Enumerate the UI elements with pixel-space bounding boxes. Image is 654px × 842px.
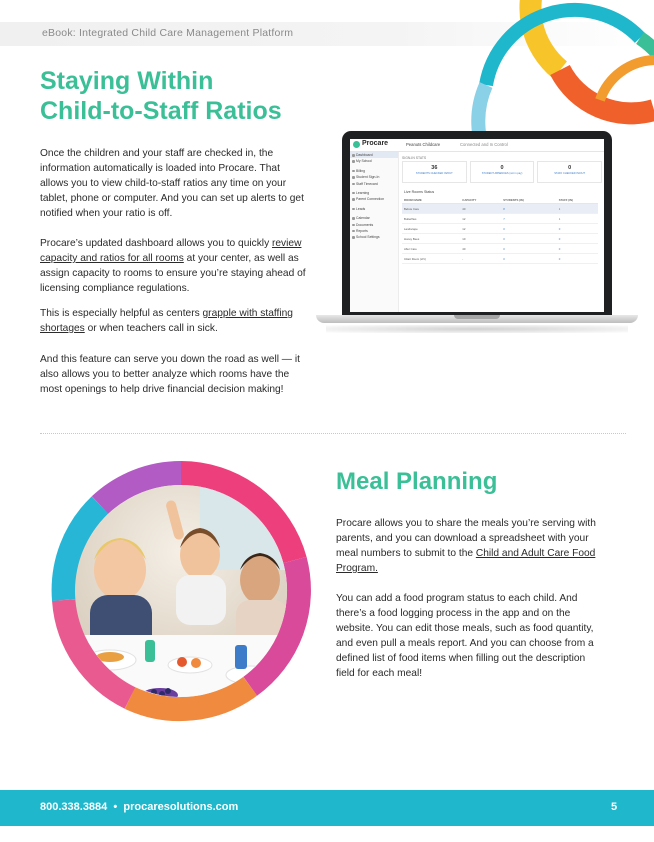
review-capacity-link[interactable]: review capacity and ratios for all rooms <box>40 238 302 264</box>
app-topbar <box>350 139 604 152</box>
sign-in-stats-label: SIGN-IN STATS <box>402 156 427 160</box>
column-header[interactable]: STAFF (IN) <box>557 196 598 204</box>
sidebar-item-learning[interactable]: Learning <box>350 190 398 196</box>
sidebar-item-my-school[interactable]: My School <box>350 158 398 164</box>
room-name: Landscape <box>402 224 460 234</box>
stat-value: 0 <box>500 165 504 171</box>
room-students: 8 <box>501 204 556 214</box>
title-line-2: Child-to-Staff Ratios <box>40 97 282 125</box>
app-sidebar <box>350 152 399 312</box>
page-number: 5 <box>611 801 618 813</box>
sidebar-item-documents[interactable]: Documents <box>350 222 398 228</box>
app-logo-text: Procare <box>362 140 389 147</box>
live-rooms-status-title: Live Rooms Status <box>404 190 435 194</box>
ebook-header: eBook: Integrated Child Care Management Platform <box>42 27 294 39</box>
room-capacity: 12 <box>460 214 501 224</box>
room-capacity: 40 <box>460 204 501 214</box>
sidebar-item-reports[interactable]: Reports <box>350 228 398 234</box>
room-students: 0 <box>501 224 556 234</box>
table-row[interactable] <box>402 204 598 214</box>
room-staff: 0 <box>557 254 598 264</box>
room-staff: 0 <box>557 244 598 254</box>
laptop-shadow <box>326 325 628 333</box>
stat-label: STAFF CHECKED IN/OUT <box>554 172 586 175</box>
sidebar-item-leads[interactable]: Leads <box>350 206 398 212</box>
staffing-shortages-link[interactable]: grapple with staffing shortages <box>40 308 293 334</box>
table-row[interactable] <box>402 254 598 264</box>
room-students: 0 <box>501 244 556 254</box>
sidebar-item-dashboard[interactable]: Dashboard <box>350 152 398 158</box>
stat-card[interactable] <box>402 161 467 183</box>
cacfp-link[interactable]: Child and Adult Care Food Program. <box>336 548 596 574</box>
p3-text-before: This is especially helpful as centers <box>40 308 203 319</box>
column-header[interactable]: STUDENTS (IN) <box>501 196 556 204</box>
laptop-screen <box>350 139 604 312</box>
room-staff: 0 <box>557 234 598 244</box>
stats-row <box>402 161 602 183</box>
stat-label: STUDENTS CHECKED IN/OUT <box>415 172 453 175</box>
app-main <box>402 154 602 264</box>
p2-text-after: at your center, as well as assign capacity to rooms to ensure you’re staying ahead of licensing compliance regulations. <box>40 253 306 294</box>
ratios-paragraph-1: Once the children and your staff are checked in, the information automatically is loaded into Procare. That allows you to view child-to-staff ratios any time on your tablet, phone or computer. And you can set up alerts to get notified when your ratio is off. <box>40 148 304 219</box>
room-name: Infant Room (2/1) <box>402 254 460 264</box>
room-capacity: 10 <box>460 234 501 244</box>
room-capacity: 40 <box>460 244 501 254</box>
column-header[interactable]: ROOM NAME <box>402 196 460 204</box>
room-students: 0 <box>501 234 556 244</box>
room-staff: 1 <box>557 214 598 224</box>
table-row[interactable] <box>402 234 598 244</box>
ratios-paragraph-3 <box>40 306 308 336</box>
room-staff: 1 <box>557 204 598 214</box>
children-meal-photo <box>50 460 312 722</box>
room-name: Butterflies <box>402 214 460 224</box>
sidebar-item-school-settings[interactable]: School Settings <box>350 234 398 240</box>
section-title-meal-planning: Meal Planning <box>336 468 498 495</box>
stat-card[interactable] <box>470 161 535 183</box>
room-name: Before Care <box>402 204 460 214</box>
footer-contact: 800.338.3884 • procaresolutions.com <box>40 801 239 813</box>
meal-p1-text: Procare allows you to share the meals you’re serving with parents, and you can download a spreadsheet with your meal numbers to submit to the <box>336 518 596 559</box>
sidebar-item-student-sign-in[interactable]: Student Sign-In <box>350 174 398 180</box>
room-students: 7 <box>501 214 556 224</box>
laptop-notch <box>454 315 500 319</box>
table-row[interactable] <box>402 244 598 254</box>
stat-card[interactable] <box>537 161 602 183</box>
laptop-dashboard-image <box>308 125 646 340</box>
meal-paragraph-2: You can add a food program status to each child. And there’s a food logging process in the app and on the website. You can edit those meals, such as food quantity, and even pull a meals report. And you can choose from a defined list of food items when filling out the description field for each meal! <box>336 593 594 679</box>
title-line-1: Staying Within <box>40 67 214 95</box>
procare-logo-icon <box>353 141 360 148</box>
sidebar-item-billing[interactable]: Billing <box>350 168 398 174</box>
rooms-table <box>402 196 598 264</box>
connection-tagline: Connected and In Control <box>460 142 508 147</box>
room-students: 0 <box>501 254 556 264</box>
ratios-paragraph-4: And this feature can serve you down the road as well — it also allows you to better analyze which rooms have the most openings to help drive financial decision making! <box>40 354 300 395</box>
meal-paragraph-1 <box>336 516 604 576</box>
ratios-paragraph-2 <box>40 236 308 296</box>
room-capacity: 12 <box>460 224 501 234</box>
sidebar-item-calendar[interactable]: Calendar <box>350 215 398 221</box>
table-row[interactable] <box>402 224 598 234</box>
stat-value: 36 <box>431 165 438 171</box>
stat-label: STUDENT ABSENCES (not in pay) <box>481 172 523 175</box>
stat-value: 0 <box>568 165 572 171</box>
room-name: After Care <box>402 244 460 254</box>
center-name: Peanuts Childcare <box>406 142 441 147</box>
section-title-ratios <box>40 66 340 126</box>
room-capacity: - <box>460 254 501 264</box>
room-staff: 0 <box>557 224 598 234</box>
section-divider <box>40 433 626 434</box>
p2-text-before: Procare’s updated dashboard allows you to quickly <box>40 238 272 249</box>
column-header[interactable]: CAPACITY <box>460 196 501 204</box>
room-name: Honey Bees <box>402 234 460 244</box>
p3-text-after: or when teachers call in sick. <box>84 323 218 334</box>
sidebar-item-staff-timecard[interactable]: Staff Timecard <box>350 181 398 187</box>
table-row[interactable] <box>402 214 598 224</box>
sidebar-item-parent-connection[interactable]: Parent Connection <box>350 196 398 202</box>
table-header-row <box>402 196 598 204</box>
